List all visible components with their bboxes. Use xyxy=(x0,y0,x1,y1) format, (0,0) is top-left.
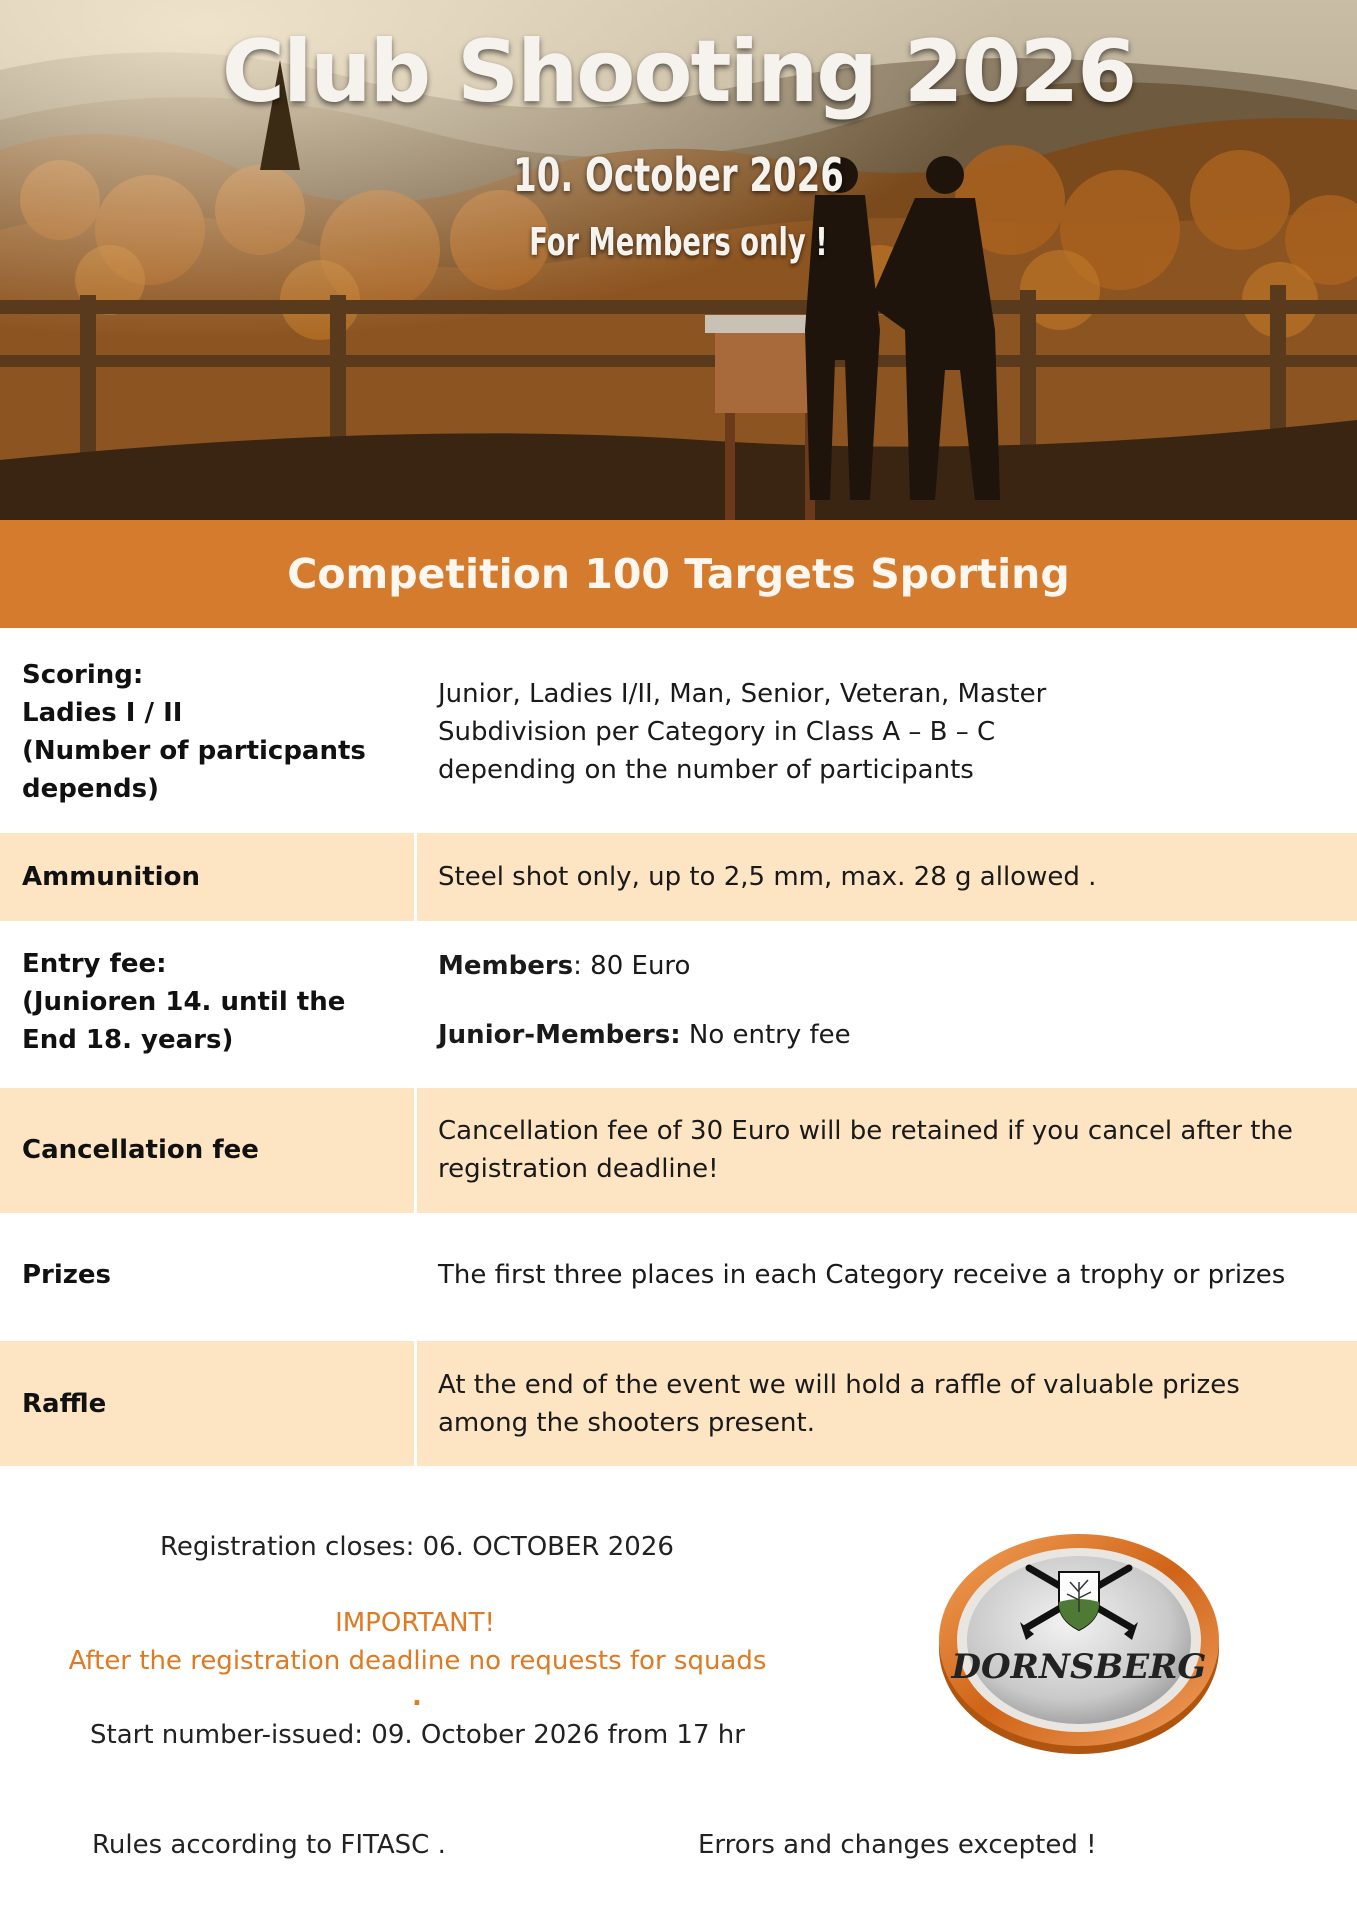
dornsberg-logo xyxy=(934,1520,1224,1764)
members-only-note: For Members only ! xyxy=(529,220,828,264)
ammunition-value: Steel shot only, up to 2,5 mm, max. 28 g allowed . xyxy=(438,862,1097,892)
errors-note: Errors and changes excepted ! xyxy=(698,1830,1097,1860)
table-row-prizes xyxy=(0,1213,1357,1341)
cancellation-value xyxy=(438,1112,1338,1188)
junior-fee-value: No entry fee xyxy=(680,1020,851,1050)
important-heading: IMPORTANT! xyxy=(335,1608,495,1638)
entry-fee-label-line: End 18. years) xyxy=(22,1025,234,1055)
scoring-label-line: depends) xyxy=(22,774,159,804)
squads-notice: After the registration deadline no requests for squads xyxy=(68,1646,767,1676)
scoring-value-line: depending on the number of participants xyxy=(438,755,974,785)
event-title: Club Shooting 2026 xyxy=(221,22,1136,122)
table-row-cancellation xyxy=(0,1088,1357,1213)
ammunition-label: Ammunition xyxy=(22,862,200,892)
scoring-label-line: (Number of particpants xyxy=(22,736,366,766)
scoring-label xyxy=(22,656,392,808)
competition-title: Competition 100 Targets Sporting xyxy=(287,550,1070,598)
prizes-value: The first three places in each Category receive a trophy or prizes xyxy=(438,1260,1286,1290)
prizes-label: Prizes xyxy=(22,1260,112,1290)
entry-fee-label-line: (Junioren 14. until the xyxy=(22,987,346,1017)
column-divider xyxy=(414,1341,417,1466)
scoring-value xyxy=(438,675,1338,789)
crossed-shotguns-shield-icon xyxy=(934,1520,1224,1760)
column-divider xyxy=(414,1088,417,1213)
rules-note: Rules according to FITASC . xyxy=(92,1830,446,1860)
cancellation-value-line: Cancellation fee of 30 Euro will be retained if you cancel after the xyxy=(438,1116,1293,1146)
scoring-value-line: Subdivision per Category in Class A – B – C xyxy=(438,717,996,747)
start-number-issue: Start number-issued: 09. October 2026 from 17 hr xyxy=(90,1720,745,1750)
raffle-value xyxy=(438,1366,1338,1442)
raffle-label: Raffle xyxy=(22,1389,107,1419)
table-row-ammunition xyxy=(0,833,1357,921)
svg-text:DORNSBERG: DORNSBERG xyxy=(951,1647,1207,1687)
table-row-scoring xyxy=(0,628,1357,833)
event-date: 10. October 2026 xyxy=(513,148,844,202)
cancellation-value-line: registration deadline! xyxy=(438,1154,719,1184)
hero-banner xyxy=(0,0,1357,520)
scoring-value-line: Junior, Ladies I/II, Man, Senior, Veteran, Master xyxy=(438,679,1047,709)
cancellation-label: Cancellation fee xyxy=(22,1135,259,1165)
table-row-raffle xyxy=(0,1341,1357,1466)
scoring-label-line: Ladies I / II xyxy=(22,698,183,728)
competition-banner xyxy=(0,520,1357,628)
raffle-value-line: At the end of the event we will hold a raffle of valuable prizes xyxy=(438,1370,1240,1400)
members-fee-value: : 80 Euro xyxy=(573,951,691,981)
junior-fee-label: Junior-Members: xyxy=(438,1020,681,1050)
scoring-label-line: Scoring: xyxy=(22,660,144,690)
table-row-entry-fee xyxy=(0,921,1357,1088)
junior-fee xyxy=(438,1016,1338,1054)
entry-fee-label-line: Entry fee: xyxy=(22,949,167,979)
registration-deadline: Registration closes: 06. OCTOBER 2026 xyxy=(160,1532,674,1562)
entry-fee-label xyxy=(22,945,392,1059)
members-fee xyxy=(438,947,1338,985)
squads-notice-dot: . xyxy=(412,1682,422,1712)
members-fee-label: Members xyxy=(438,951,574,981)
column-divider xyxy=(414,833,417,921)
raffle-value-line: among the shooters present. xyxy=(438,1408,815,1438)
